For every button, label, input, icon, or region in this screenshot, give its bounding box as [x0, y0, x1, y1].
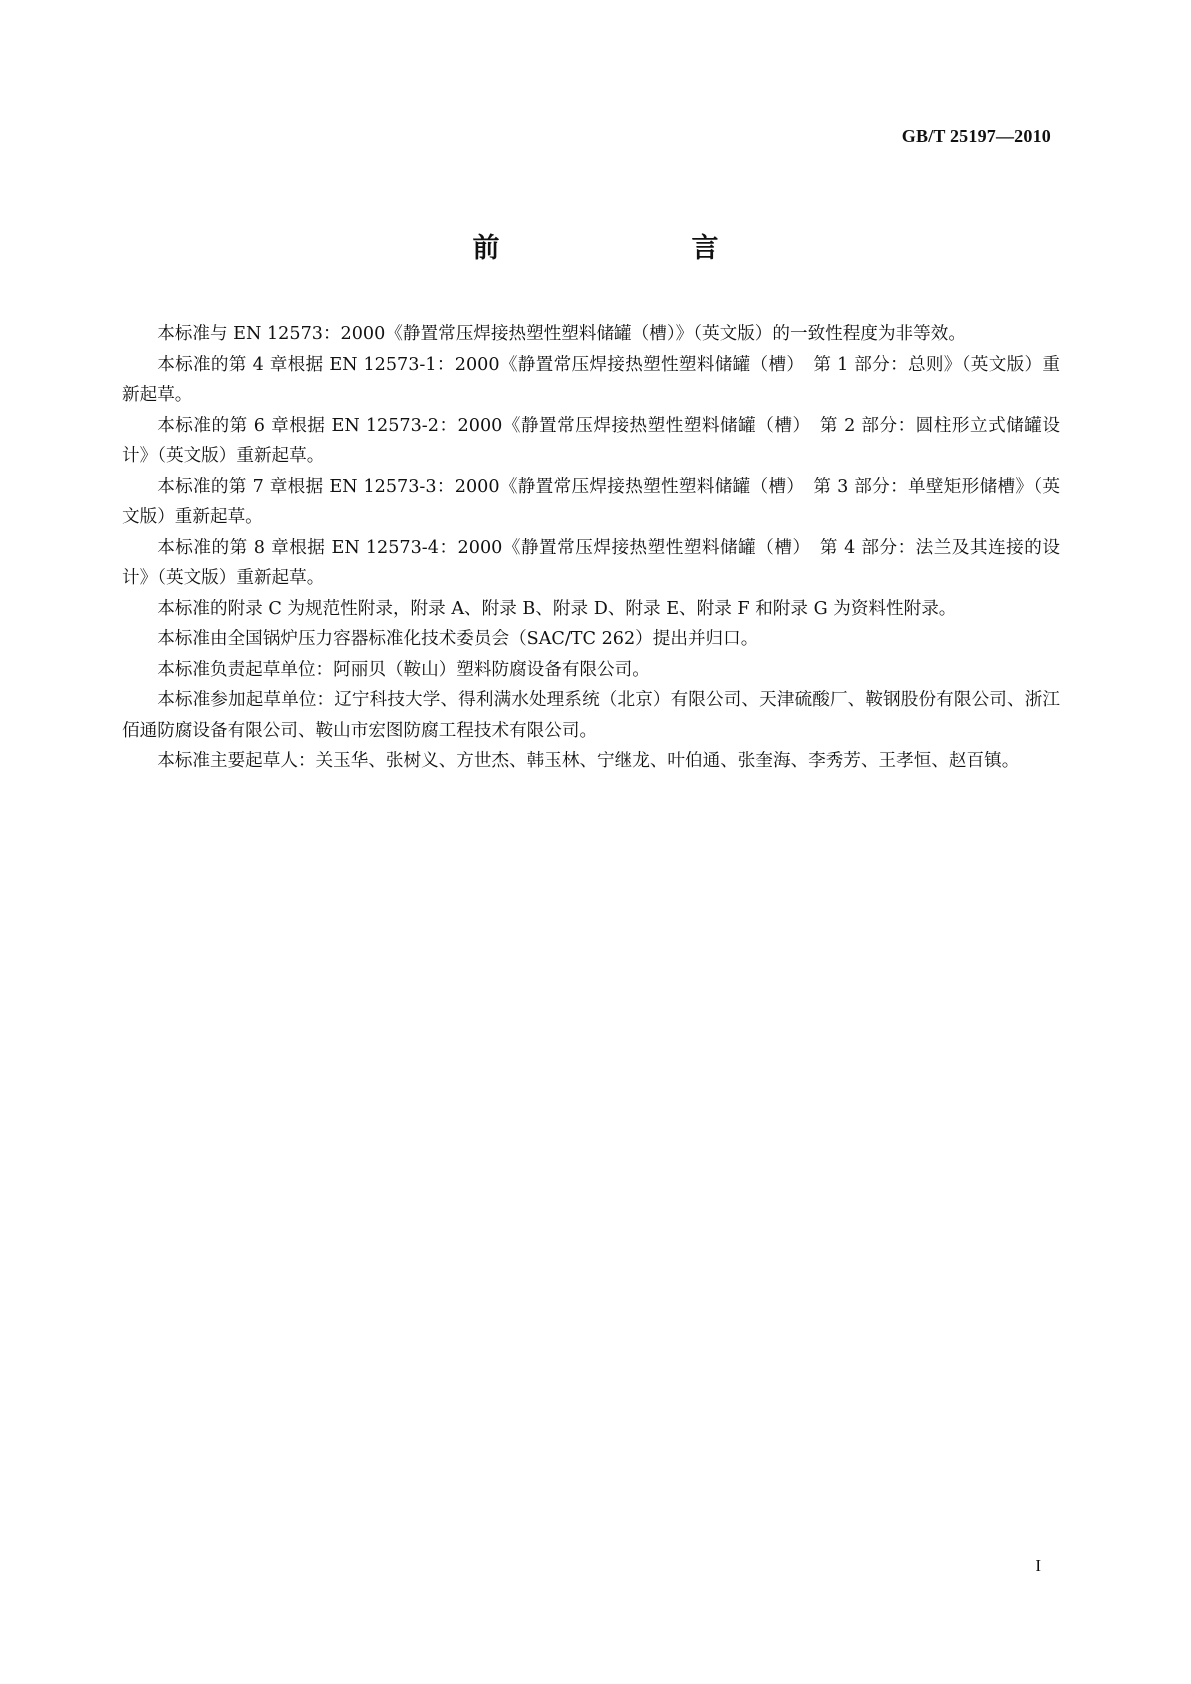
paragraph-chapter-4: 本标准的第 4 章根据 EN 12573-1：2000《静置常压焊接热塑性塑料储罐（槽） 第 1 部分：总则》（英文版）重新起草。	[122, 354, 1060, 405]
paragraph-responsible-drafter: 本标准负责起草单位：阿丽贝（鞍山）塑料防腐设备有限公司。	[157, 659, 650, 680]
paragraph-main-drafters: 本标准主要起草人：关玉华、张树义、方世杰、韩玉林、宁继龙、叶伯通、张奎海、李秀芳、王孝恒、赵百镇。	[157, 751, 1020, 771]
page-number: I	[1035, 1556, 1041, 1575]
foreword-body	[122, 319, 1060, 777]
paragraph-proposed-by: 本标准由全国锅炉压力容器标准化技术委员会（SAC/TC 262）提出并归口。	[157, 629, 759, 649]
paragraph-participating-drafters: 本标准参加起草单位：辽宁科技大学、得利满水处理系统（北京）有限公司、天津硫酸厂、鞍钢股份有限公司、浙江佰通防腐设备有限公司、鞍山市宏图防腐工程技术有限公司。	[122, 690, 1060, 741]
page-title: 前 言	[472, 233, 765, 264]
paragraph-chapter-6: 本标准的第 6 章根据 EN 12573-2：2000《静置常压焊接热塑性塑料储罐（槽） 第 2 部分：圆柱形立式储罐设计》（英文版）重新起草。	[122, 415, 1060, 466]
paragraph-chapter-7: 本标准的第 7 章根据 EN 12573-3：2000《静置常压焊接热塑性塑料储罐（槽） 第 3 部分：单壁矩形储槽》（英文版）重新起草。	[122, 476, 1060, 527]
paragraph-annexes: 本标准的附录 C 为规范性附录，附录 A、附录 B、附录 D、附录 E、附录 F 和附录 G 为资料性附录。	[157, 598, 957, 619]
standard-code: GB/T 25197—2010	[901, 126, 1051, 146]
paragraph-chapter-8: 本标准的第 8 章根据 EN 12573-4：2000《静置常压焊接热塑性塑料储罐（槽） 第 4 部分：法兰及其连接的设计》（英文版）重新起草。	[122, 537, 1060, 588]
paragraph-consistency: 本标准与 EN 12573：2000《静置常压焊接热塑性塑料储罐（槽）》（英文版）的一致性程度为非等效。	[157, 324, 966, 344]
